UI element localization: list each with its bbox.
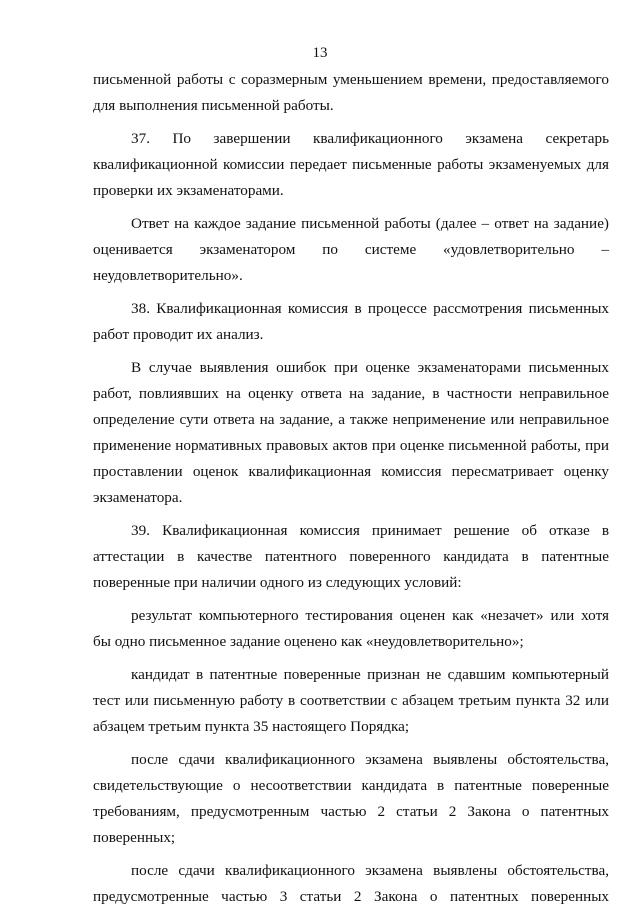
- page-number: 13: [312, 45, 328, 61]
- paragraph-item-37: 37. По завершении квалификационного экзамена секретарь квалификационной комиссии передает письменные работы экзаменуемых для проверки их экзаменаторами.: [93, 130, 609, 199]
- paragraph-continuation: письменной работы с соразмерным уменьшением времени, предоставляемого для выполнения письменной работы.: [93, 71, 609, 114]
- paragraph-error-review: В случае выявления ошибок при оценке экзаменаторами письменных работ, повлиявших на оценку ответа на задание, в частности неправильное определение сути ответа на задание, а также неприменение или неправильное применение нормативных правовых актов при оценке письменной работы, при проставлении оценок квалификационная комиссия пересматривает оценку экзаменатора.: [93, 359, 609, 506]
- paragraph-answer-evaluation: Ответ на каждое задание письменной работы (далее – ответ на задание) оценивается экзаменатором по системе «удовлетворительно – неудовлетворительно».: [93, 215, 609, 284]
- paragraph-condition-nonconformity: после сдачи квалификационного экзамена выявлены обстоятельства, свидетельствующие о несоответствии кандидата в патентные поверенные требованиям, предусмотренным частью 2 статьи 2 Закона о патентных поверенных;: [93, 751, 609, 846]
- document-body: [93, 67, 609, 917]
- paragraph-condition-test-result: результат компьютерного тестирования оценен как «незачет» или хотя бы одно письменное задание оценено как «неудовлетворительно»;: [93, 607, 609, 650]
- paragraph-item-39: 39. Квалификационная комиссия принимает решение об отказе в аттестации в качестве патентного поверенного кандидата в патентные поверенные при наличии одного из следующих условий:: [93, 522, 609, 591]
- paragraph-condition-circumstances: после сдачи квалификационного экзамена выявлены обстоятельства, предусмотренные частью 3 статьи 2 Закона о патентных поверенных: [93, 862, 609, 905]
- paragraph-item-38: 38. Квалификационная комиссия в процессе рассмотрения письменных работ проводит их анализ.: [93, 300, 609, 343]
- paragraph-condition-not-passed: кандидат в патентные поверенные признан не сдавшим компьютерный тест или письменную работу в соответствии с абзацем третьим пункта 32 или абзацем третьим пункта 35 настоящего Порядка;: [93, 666, 609, 735]
